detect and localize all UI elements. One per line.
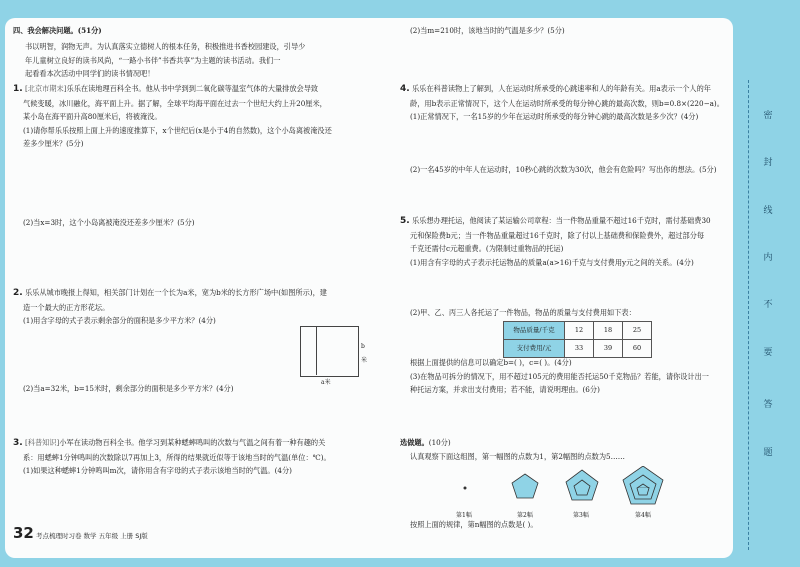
question-4-part-2: (2)一名45岁的中年人在运动时，10秒心跳的次数为30次，他会有危险吗？写出你的想法。(5分) <box>410 165 717 174</box>
table-head-weight: 物品质量/千克 <box>504 322 565 340</box>
question-1: 1. [北京市期末]乐乐在读地理百科全书。他从书中学到到二氧化碳等温室气体的大量排放会导致 气候变暖，冰川融化，海平面上升。据了解，全球平均海平面在过去一个世纪大约上升20厘米， 某小岛在海平面升高80厘米后，将被淹没。 (1)请你帮乐乐按照上面上升的速度推算下，x个世纪后(x是小于4的自然数)，这个小岛离被淹没还 差多少厘米？(5分) <box>13 84 332 148</box>
square-figure <box>300 326 359 377</box>
table-cell: 60 <box>623 340 652 358</box>
question-1-part-2: (2)当x=3时，这个小岛离被淹没还差多少厘米？(5分) <box>23 218 195 227</box>
seal-char: 线 <box>763 206 773 216</box>
fig2-pentagon <box>512 474 538 498</box>
table-cell: 33 <box>565 340 594 358</box>
dashed-seal-line <box>748 80 750 550</box>
table-row <box>504 340 652 358</box>
fig-label-2: 第2幅 <box>517 512 533 519</box>
seal-char: 内 <box>763 253 773 263</box>
question-2-part-2: (2)当a=32米，b=15米时，剩余部分的面积是多少平方米？(4分) <box>23 384 234 393</box>
question-5-part-2: (2)甲、乙、丙三人各托运了一件物品，物品的质量与支付费用如下表： <box>410 308 636 317</box>
label-a: a米 <box>321 379 331 386</box>
question-5: 5. 乐乐想办理托运，他阅读了某运输公司章程：当一件物品重量不超过16千克时，需付基础费30 元和保险费b元；当一件物品重量超过16千克时，除了付以上基础费和保险费外，超过部分每 千克还需付c元超重费。(为限制过重物品的托运) (1)用含有字母的式子表示托运物品的质量a(a>16)千克与支付费用y元之间的关系。(4分) <box>400 216 711 267</box>
table-row <box>504 322 652 340</box>
figure-divider <box>316 326 317 375</box>
fig-label-4: 第4幅 <box>635 512 651 519</box>
seal-char: 要 <box>763 348 773 358</box>
question-2: 2. 乐乐从城市晚报上得知，相关部门计划在一个长为a米，宽为b米的长方形广场中(如图所示)，建 造一个最大的正方形花坛。 (1)用含字母的式子表示剩余部分的面积是多少平方米？(4分) <box>13 288 327 325</box>
section-intro: 书以明智，润物无声。为认真落实立德树人的根本任务，积极推进书香校园建设，引导少 年儿童树立良好的读书风尚，“一路小书伴”书香共享”为主题的读书活动。我们一 起看看本次活动中同学们的读书情况吧！ <box>25 42 306 78</box>
section-title: 四、我会解决问题。(51分) <box>13 26 102 35</box>
table-cell: 39 <box>594 340 623 358</box>
fig-label-3: 第3幅 <box>573 512 589 519</box>
seal-char: 密 <box>763 111 773 121</box>
seal-char: 答 <box>763 400 773 410</box>
label-b: b米 <box>361 343 368 364</box>
bonus-question: 选做题。(10分) 认真观察下面这组图，第一幅图的点数为1，第2幅图的点数为5…… <box>400 438 625 461</box>
binding-sidebar <box>733 0 800 567</box>
bonus-answer-line: 按照上面的规律，第n幅图的点数是( )。 <box>410 520 538 529</box>
seal-char: 封 <box>763 158 773 168</box>
worksheet-sheet <box>5 18 733 558</box>
top-border <box>0 0 800 18</box>
fig1-dot <box>464 487 467 490</box>
seal-char: 题 <box>763 448 773 458</box>
table-cell: 12 <box>565 322 594 340</box>
table-head-fee: 支付费用/元 <box>504 340 565 358</box>
dots-ellipsis: …… <box>638 483 650 490</box>
seal-char: 不 <box>763 300 773 310</box>
table-cell: 18 <box>594 322 623 340</box>
question-5-part-3: 根据上面提供的信息可以确定b=( )，c=( )。(4分) (3)在物品可拆分的情况下，用不超过105元的费用能否托运50千克物品？若能，请你设计出一 种托运方案，并求出支付费用；若不能，请说明理由。(6分) <box>410 358 709 394</box>
footer: 32 考点梳理时习卷 数学 五年级 上册 SJ版 <box>13 524 148 542</box>
question-3-part-2: (2)当m=210时，该地当时的气温是多少？(5分) <box>410 26 565 35</box>
question-4: 4. 乐乐在科普读物上了解到，人在运动时所承受的心跳速率和人的年龄有关。用a表示一个人的年 龄，用b表示正常情况下，这个人在运动时所承受的每分钟心跳的最高次数，则b=0.8×(220−a)。 (1)正常情况下，一名15岁的少年在运动时所承受的每分钟心跳的最高次数是多少次？(4分) <box>400 84 724 121</box>
question-3: 3. [科普知识]小军在读动物百科全书。他学习到某种蟋蟀鸣叫的次数与气温之间有着一种有趣的关 系：用蟋蟀1分钟鸣叫的次数除以7再加上3，所得的结果就近似等于该地当时的气温(单位：℃)。 (1)如果这种蟋蟀1分钟鸣叫m次，请你用含有字母的式子表示该地当时的气温。(4分) <box>13 438 331 475</box>
fig3-pentagon-outer <box>566 470 598 500</box>
fee-table <box>503 321 652 358</box>
table-cell: 25 <box>623 322 652 340</box>
fig-label-1: 第1幅 <box>456 512 472 519</box>
